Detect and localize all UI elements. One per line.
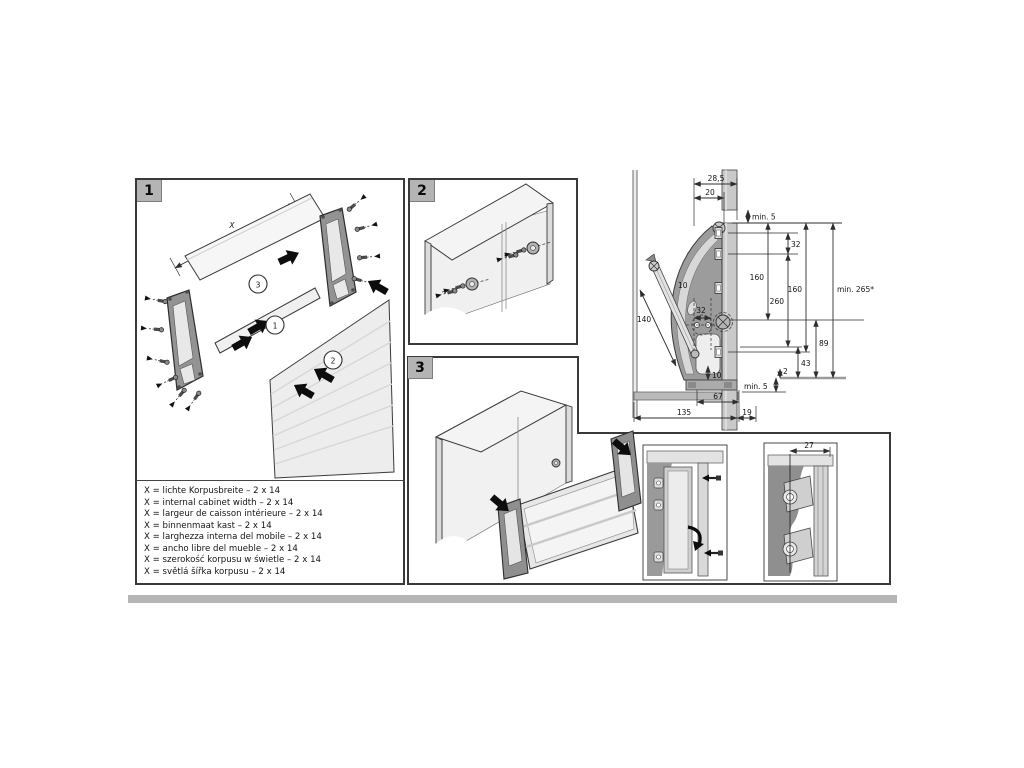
cross-section-drawing [628,166,890,432]
legend-line: X = internal cabinet width – 2 x 14 [144,497,294,508]
legend-line: X = larghezza interna del mobile – 2 x 14 [144,532,322,542]
dim-140: 140 [636,315,652,324]
panel-1-badge: 1 [137,180,162,202]
right-bracket-shape [320,208,356,306]
callout-1 [266,316,284,334]
dim-10-foot: 10 [712,371,722,380]
cabinet-right-side [547,203,553,284]
legend-line: X = szerokość korpusu w świetle – 2 x 14 [144,555,322,565]
bracket-foot [686,380,737,390]
dim-2: 2 [783,367,788,376]
svg-text:3: 3 [255,280,261,290]
left-bracket-shape [167,290,203,390]
dim-x-label: X [229,221,235,230]
dim-89: 89 [819,339,829,348]
dim-min5-top: min. 5 [752,212,776,222]
callout-3 [249,275,267,293]
panel-2-assembly-step [408,178,578,345]
dim-min-265: min. 265* [837,285,874,294]
dimension-legend [137,480,403,583]
dim-19: 19 [742,408,752,417]
dim-43: 43 [801,359,811,368]
exploded-view-illustration [137,180,401,480]
front-panel-shape [270,300,394,478]
cabinet-fitting-illustration [410,180,576,343]
dim-32-mid: 32 [696,306,706,315]
legend-line: X = largeur de caisson intérieure – 2 x 14 [144,509,323,519]
shelf-panel-shape [185,194,325,280]
panel-3-badge: 3 [408,357,433,379]
svg-text:27: 27 [804,441,814,450]
dim-67: 67 [713,392,723,401]
legend-line: X = binnenmaat kast – 2 x 14 [144,520,272,531]
panel-2-badge: 2 [410,180,435,202]
dim-10-strut: 10 [678,281,688,290]
callout-2 [324,351,342,369]
page-divider [128,595,897,603]
dim-20: 20 [705,188,715,197]
dim-32-right: 32 [791,240,801,249]
detail-box-keyhole [764,441,837,581]
detail-box-hook-in [643,445,727,580]
dim-160-inner: 160 [749,273,764,282]
dim-260: 260 [769,297,784,306]
dim-min5-bottom: min. 5 [744,382,768,391]
legend-line: X = ancho libre del mueble – 2 x 14 [144,543,298,554]
legend-line: X = světlá šířka korpusu – 2 x 14 [144,566,286,577]
panel-1-assembly-step [135,178,405,585]
pivot-pinion [714,313,733,332]
torn-edge [423,307,558,343]
cabinet-left-side [425,241,431,321]
legend-line: X = lichte Korpusbreite – 2 x 14 [144,486,281,496]
dim-160-outer: 160 [787,285,802,294]
svg-text:2: 2 [330,356,336,366]
dim-135: 135 [676,408,692,417]
svg-text:1: 1 [272,321,278,331]
dim-28-5: 28,5 [707,174,725,183]
